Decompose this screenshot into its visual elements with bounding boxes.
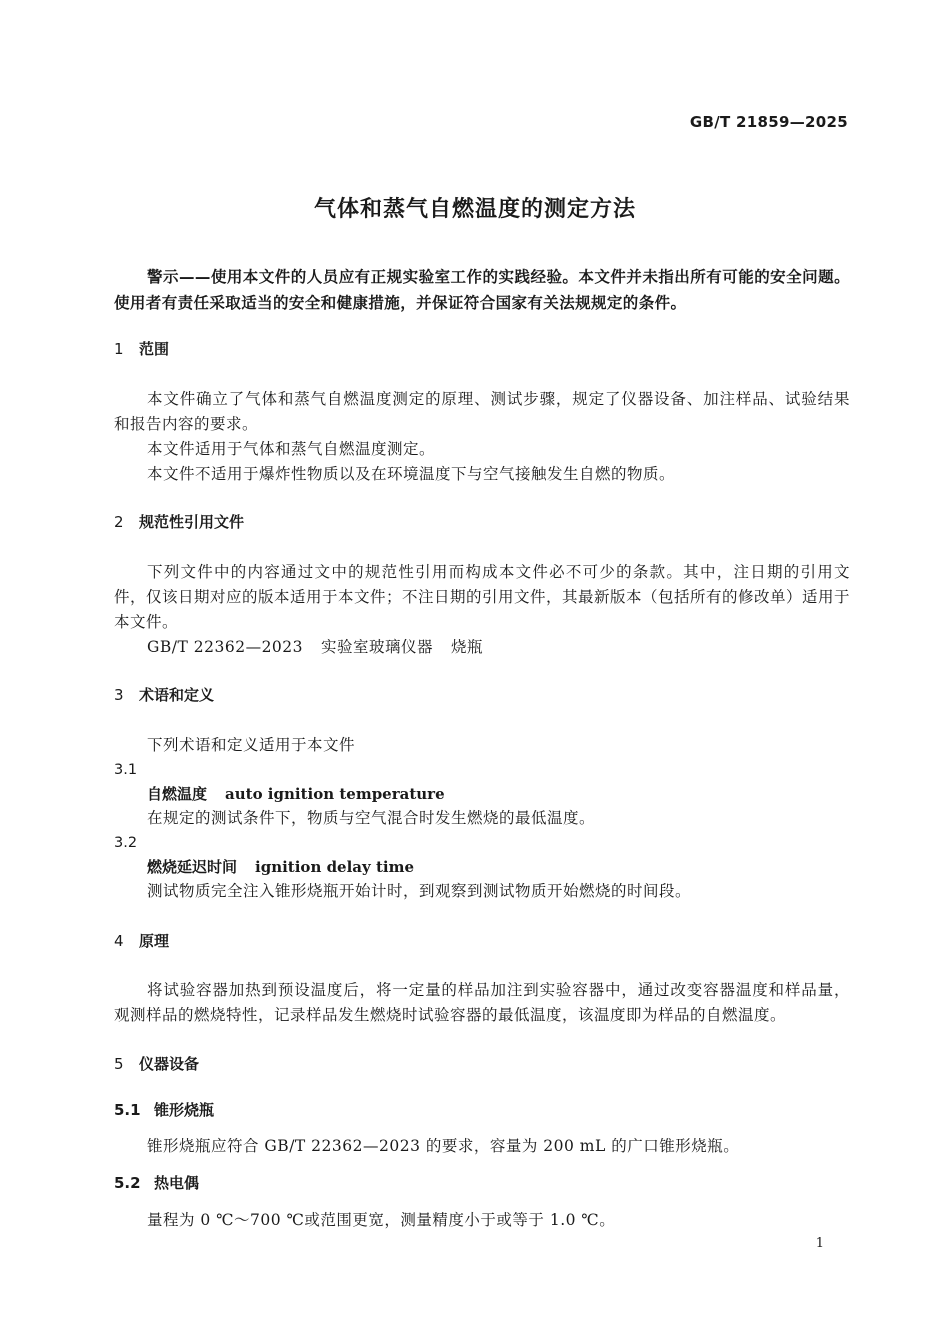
section-title: 术语和定义 — [139, 686, 215, 704]
reference-entry — [114, 635, 850, 660]
subsection-body-thermocouple — [114, 1208, 850, 1233]
term-definition: 在规定的测试条件下，物质与空气混合时发生燃烧的最低温度。 — [147, 809, 596, 827]
terms-intro: 下列术语和定义适用于本文件 — [147, 736, 356, 754]
term-name — [114, 855, 850, 879]
section-body-scope — [114, 387, 850, 487]
subsection-number: 5.1 — [114, 1101, 141, 1119]
section-number: 5 — [114, 1055, 124, 1073]
term-number: 3.1 — [114, 762, 138, 778]
section-number: 2 — [114, 513, 124, 531]
paragraph: 本文件适用于气体和蒸气自燃温度测定。 — [147, 440, 436, 458]
term-en: auto ignition temperature — [225, 785, 445, 803]
warning-paragraph: 警示——使用本文件的人员应有正规实验室工作的实践经验。本文件并未指出所有可能的安全问题。使用者有责任采取适当的安全和健康措施，并保证符合国家有关法规规定的条件。 — [114, 268, 850, 312]
section-heading-principle — [114, 929, 850, 953]
section-body-terms — [114, 733, 850, 904]
paragraph: 将试验容器加热到预设温度后，将一定量的样品加注到实验容器中，通过改变容器温度和样品量，观测样品的燃烧特性，记录样品发生燃烧时试验容器的最低温度，该温度即为样品的自燃温度。 — [114, 981, 850, 1024]
section-number: 1 — [114, 340, 124, 358]
term-number: 3.2 — [114, 835, 138, 851]
subsection-heading-thermocouple — [114, 1171, 850, 1195]
section-number: 3 — [114, 686, 124, 704]
section-title: 范围 — [139, 340, 170, 358]
term-zh: 自燃温度 — [147, 785, 208, 803]
subsection-body-conical-flask — [114, 1134, 850, 1159]
paragraph: 下列文件中的内容通过文中的规范性引用而构成本文件必不可少的条款。其中，注日期的引用文件，仅该日期对应的版本适用于本文件；不注日期的引用文件，其最新版本（包括所有的修改单）适用于本文件。 — [114, 563, 851, 631]
term-name — [114, 782, 850, 806]
standard-code: GB/T 21859—2025 — [689, 113, 848, 131]
paragraph: 本文件确立了气体和蒸气自燃温度测定的原理、测试步骤，规定了仪器设备、加注样品、试验结果和报告内容的要求。 — [114, 390, 850, 433]
section-heading-normative-references — [114, 510, 850, 534]
section-body-normative-references — [114, 560, 850, 660]
section-heading-terms — [114, 683, 850, 707]
reference-name: 实验室玻璃仪器 — [321, 638, 434, 656]
section-heading-apparatus — [114, 1052, 850, 1076]
subsection-title: 热电偶 — [154, 1174, 200, 1192]
reference-code: GB/T 22362—2023 — [147, 638, 304, 656]
section-title: 原理 — [139, 932, 170, 950]
paragraph: 本文件不适用于爆炸性物质以及在环境温度下与空气接触发生自燃的物质。 — [147, 465, 676, 483]
paragraph: 量程为 0 ℃～700 ℃或范围更宽，测量精度小于或等于 1.0 ℃。 — [147, 1211, 616, 1229]
reference-item: 烧瓶 — [451, 638, 484, 656]
document-title: 气体和蒸气自燃温度的测定方法 — [313, 197, 636, 222]
term-zh: 燃烧延迟时间 — [147, 858, 238, 876]
subsection-title: 锥形烧瓶 — [154, 1101, 215, 1119]
section-title: 仪器设备 — [139, 1055, 200, 1073]
page-number: 1 — [815, 1236, 824, 1251]
section-body-principle — [114, 978, 850, 1028]
section-heading-scope — [114, 337, 850, 361]
paragraph: 锥形烧瓶应符合 GB/T 22362—2023 的要求，容量为 200 mL 的广口锥形烧瓶。 — [147, 1137, 740, 1155]
term-en: ignition delay time — [255, 858, 414, 876]
section-title: 规范性引用文件 — [139, 513, 245, 531]
subsection-heading-conical-flask — [114, 1098, 850, 1122]
section-number: 4 — [114, 932, 124, 950]
subsection-number: 5.2 — [114, 1174, 141, 1192]
term-definition: 测试物质完全注入锥形烧瓶开始计时，到观察到测试物质开始燃烧的时间段。 — [147, 882, 692, 900]
